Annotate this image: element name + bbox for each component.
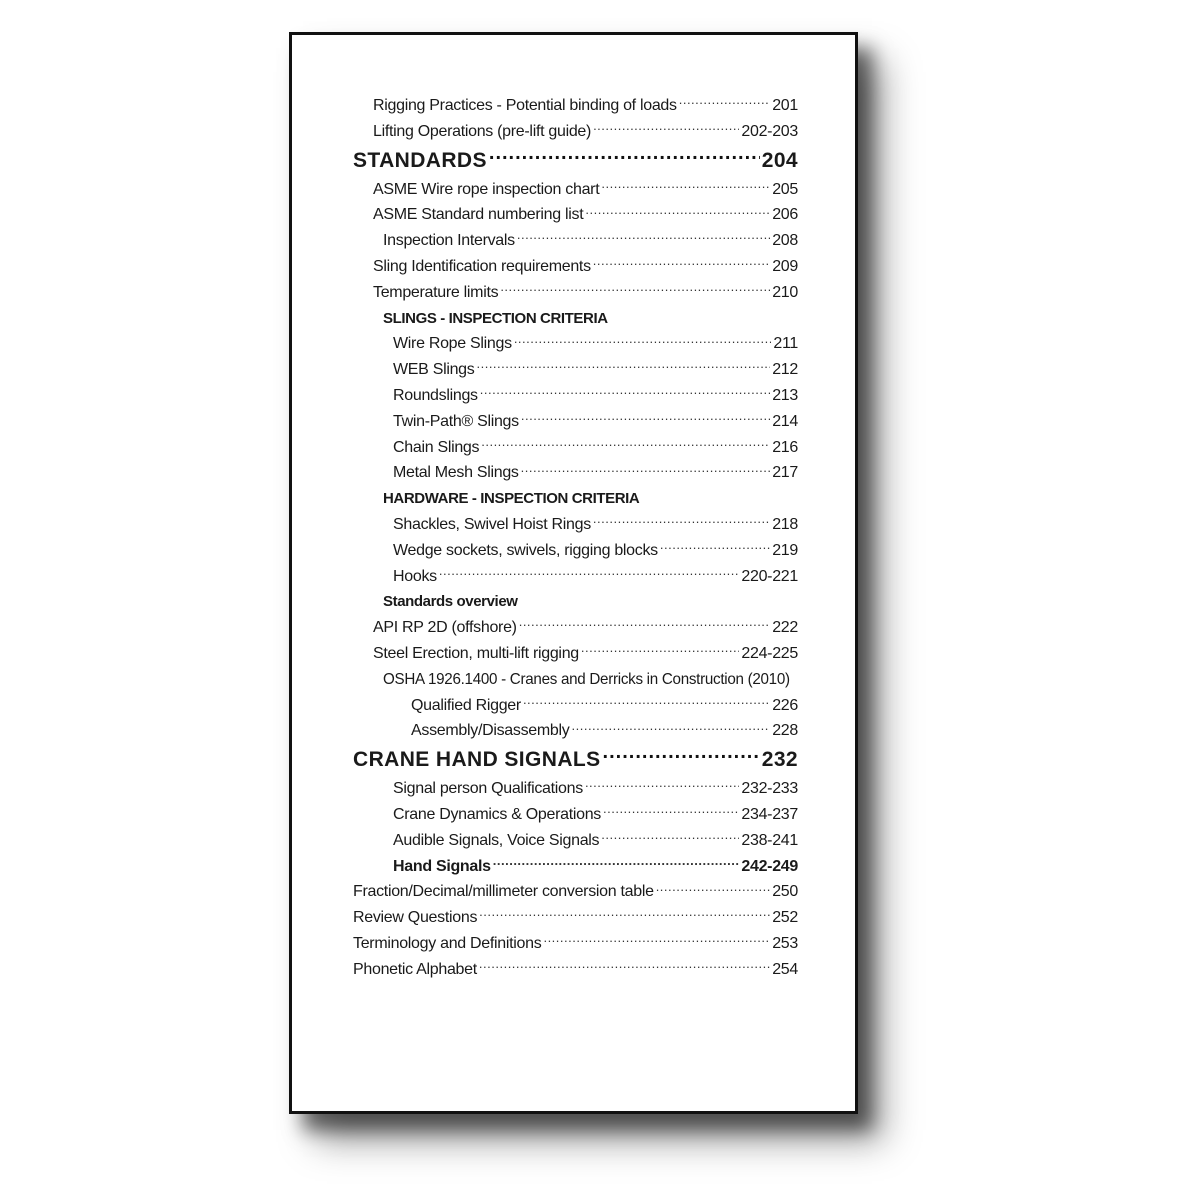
toc-entry	[353, 564, 798, 590]
toc-entry-label: STANDARDS	[353, 148, 487, 172]
toc-entry-label: Inspection Intervals	[383, 232, 515, 250]
toc-entry-label: Twin-Path® Slings	[393, 412, 519, 430]
toc-entry-label: Chain Slings	[393, 438, 480, 456]
toc-entry-label: Review Questions	[353, 909, 478, 927]
toc-entry	[353, 802, 798, 828]
dot-leader	[476, 358, 770, 374]
toc-section-heading	[353, 145, 798, 177]
toc-entry	[353, 667, 798, 693]
toc-entry-label: Phonetic Alphabet	[353, 960, 477, 978]
toc-subheading	[353, 589, 798, 615]
dot-leader	[601, 178, 770, 194]
toc-entry	[353, 435, 798, 461]
table-of-contents	[353, 93, 798, 983]
toc-page-number: 212	[772, 361, 798, 379]
dot-leader	[481, 436, 770, 452]
dot-leader	[593, 255, 770, 271]
dot-leader	[521, 461, 771, 477]
dot-leader	[660, 539, 770, 555]
toc-entry	[353, 718, 798, 744]
toc-page-number: 210	[772, 283, 798, 301]
toc-page-number: 202-203	[741, 122, 798, 140]
dot-leader	[514, 332, 772, 348]
toc-entry	[353, 228, 798, 254]
toc-page-number: 222	[772, 619, 798, 637]
toc-page-number: 206	[772, 206, 798, 224]
toc-entry	[353, 254, 798, 280]
toc-entry-label: Standards overview	[383, 593, 518, 611]
dot-leader	[593, 120, 739, 136]
toc-entry	[353, 641, 798, 667]
toc-entry-label: Hooks	[393, 567, 437, 585]
toc-entry-label: SLINGS - INSPECTION CRITERIA	[383, 309, 608, 327]
dot-leader	[656, 880, 771, 896]
toc-entry	[353, 693, 798, 719]
toc-entry-label: Assembly/Disassembly	[411, 722, 570, 740]
toc-entry-label: Wedge sockets, swivels, rigging blocks	[393, 541, 658, 559]
toc-page-number: 216	[772, 438, 798, 456]
toc-page-number: 208	[772, 232, 798, 250]
toc-page-number: 238-241	[741, 831, 798, 849]
toc-entry-label: Qualified Rigger	[411, 696, 521, 714]
toc-entry	[353, 119, 798, 145]
dot-leader	[493, 855, 740, 871]
toc-entry-label: WEB Slings	[393, 361, 475, 379]
toc-page-number: 242-249	[741, 857, 798, 875]
toc-page-number: 211	[773, 335, 798, 353]
toc-entry-label: Signal person Qualifications	[393, 780, 583, 798]
toc-subheading	[353, 306, 798, 332]
toc-page-number: 234-237	[741, 805, 798, 823]
dot-leader	[523, 694, 770, 710]
toc-entry-label: CRANE HAND SIGNALS	[353, 748, 601, 772]
dot-leader	[479, 906, 770, 922]
toc-entry	[353, 383, 798, 409]
toc-page-number: 253	[772, 934, 798, 952]
dot-leader	[543, 932, 770, 948]
dot-leader	[603, 803, 739, 819]
toc-entry-label: Crane Dynamics & Operations	[393, 805, 601, 823]
dot-leader	[585, 203, 770, 219]
toc-entry	[353, 93, 798, 119]
dot-leader	[585, 777, 739, 793]
toc-page-number: 213	[772, 386, 798, 404]
toc-entry	[353, 202, 798, 228]
toc-entry	[353, 615, 798, 641]
toc-entry	[353, 854, 798, 880]
toc-page-number: 228	[772, 722, 798, 740]
toc-entry-label: ASME Wire rope inspection chart	[373, 180, 600, 198]
dot-leader	[593, 513, 770, 529]
toc-page-number: 224-225	[741, 644, 798, 662]
toc-page-number: 217	[772, 464, 798, 482]
toc-entry	[353, 409, 798, 435]
toc-page-number: 204	[761, 148, 798, 172]
toc-entry	[353, 460, 798, 486]
toc-entry-label: API RP 2D (offshore)	[373, 619, 517, 637]
dot-leader	[480, 384, 770, 400]
toc-entry	[353, 776, 798, 802]
toc-entry-label: OSHA 1926.1400 - Cranes and Derricks in Construction (2010)	[383, 670, 790, 688]
dot-leader	[572, 719, 771, 735]
toc-page-number: 218	[772, 515, 798, 533]
dot-leader	[519, 616, 771, 632]
toc-page-number: 209	[772, 257, 798, 275]
toc-entry	[353, 357, 798, 383]
toc-entry-label: Shackles, Swivel Hoist Rings	[393, 515, 591, 533]
dot-leader	[679, 94, 770, 110]
toc-entry-label: HARDWARE - INSPECTION CRITERIA	[383, 490, 640, 508]
toc-page-number: 254	[772, 960, 798, 978]
toc-page-number: 214	[772, 412, 798, 430]
toc-entry	[353, 905, 798, 931]
toc-entry-label: Terminology and Definitions	[353, 934, 542, 952]
toc-entry-label: Audible Signals, Voice Signals	[393, 831, 600, 849]
dot-leader	[500, 281, 770, 297]
toc-page-number: 250	[772, 883, 798, 901]
toc-entry-label: Temperature limits	[373, 283, 499, 301]
toc-page-number: 232-233	[741, 780, 798, 798]
dot-leader	[517, 229, 770, 245]
toc-page-number: 219	[772, 541, 798, 559]
toc-entry-label: Roundslings	[393, 386, 478, 404]
toc-entry-label: Hand Signals	[393, 857, 491, 875]
toc-entry	[353, 828, 798, 854]
dot-leader	[581, 642, 739, 658]
toc-entry	[353, 931, 798, 957]
toc-page-number: 252	[772, 909, 798, 927]
toc-entry	[353, 331, 798, 357]
toc-entry	[353, 957, 798, 983]
dot-leader	[489, 146, 760, 167]
dot-leader	[601, 829, 739, 845]
toc-entry-label: Lifting Operations (pre-lift guide)	[373, 122, 592, 140]
toc-entry-label: Rigging Practices - Potential binding of loads	[373, 97, 677, 114]
dot-leader	[479, 958, 770, 974]
toc-page-number: 220-221	[741, 567, 798, 585]
toc-section-heading	[353, 744, 798, 776]
dot-leader	[521, 410, 770, 426]
toc-entry-label: Metal Mesh Slings	[393, 464, 519, 482]
toc-entry	[353, 512, 798, 538]
toc-entry-label: Wire Rope Slings	[393, 335, 512, 353]
toc-entry	[353, 879, 798, 905]
toc-entry-label: Steel Erection, multi-lift rigging	[373, 644, 579, 662]
dot-leader	[603, 745, 760, 766]
toc-subheading	[353, 486, 798, 512]
toc-page-number: 226	[772, 696, 798, 714]
toc-entry	[353, 177, 798, 203]
toc-page-number: 205	[772, 180, 798, 198]
toc-page-number: 201	[772, 97, 798, 114]
toc-page-number: 232	[761, 748, 798, 772]
dot-leader	[439, 565, 740, 581]
toc-entry-label: Fraction/Decimal/millimeter conversion table	[353, 883, 654, 901]
toc-entry	[353, 538, 798, 564]
toc-entry	[353, 280, 798, 306]
toc-entry-label: Sling Identification requirements	[373, 257, 591, 275]
toc-entry-label: ASME Standard numbering list	[373, 206, 584, 224]
